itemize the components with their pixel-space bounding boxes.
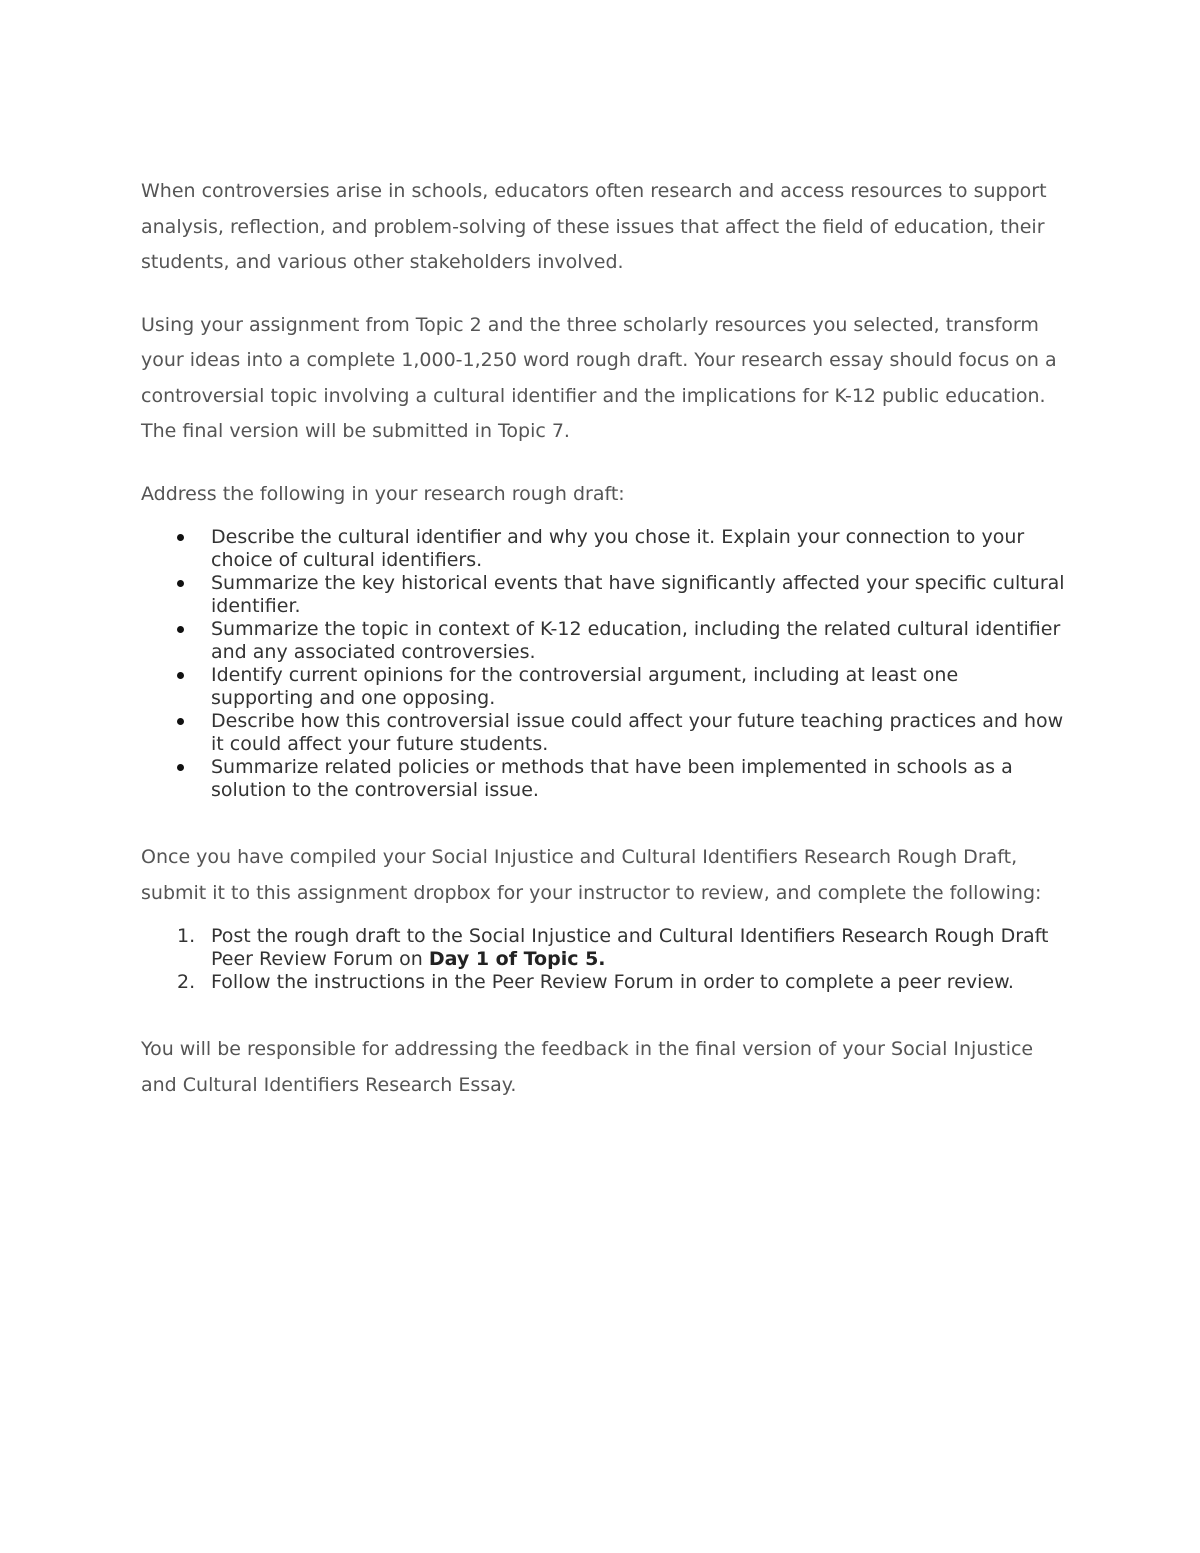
address-heading-paragraph: Address the following in your research rough draft: bbox=[141, 482, 625, 505]
list-item: Describe the cultural identifier and why you chose it. Explain your connection to your choice of cultural identifiers. bbox=[141, 526, 1066, 572]
step-emphasis: Day 1 of Topic 5. bbox=[428, 948, 606, 970]
list-item bbox=[141, 971, 1066, 994]
requirements-bullet-list bbox=[141, 526, 1066, 802]
step-text: Post the rough draft to the Social Injustice and Cultural Identifiers Research Rough Draft Peer Review Forum on bbox=[211, 925, 1049, 970]
step-text: Follow the instructions in the Peer Review Forum in order to complete a peer review. bbox=[211, 971, 1014, 993]
closing-paragraph: You will be responsible for addressing the feedback in the final version of your Social Injustice and Cultural Identifiers Research Essay. bbox=[141, 1038, 1034, 1096]
list-item: Identify current opinions for the controversial argument, including at least one supporting and one opposing. bbox=[141, 664, 1066, 710]
list-item: Summarize related policies or methods that have been implemented in schools as a solution to the controversial issue. bbox=[141, 756, 1066, 802]
assignment-paragraph: Using your assignment from Topic 2 and the three scholarly resources you selected, transform your ideas into a complete 1,000-1,250 word rough draft. Your research essay should focus on a controversial topic involving a cultural identifier and the implications for K-12 public education. The final version will be submitted in Topic 7. bbox=[141, 313, 1057, 442]
list-item bbox=[141, 925, 1066, 971]
list-item: Describe how this controversial issue could affect your future teaching practices and how it could affect your future students. bbox=[141, 710, 1066, 756]
document-body bbox=[141, 174, 1066, 1103]
submission-paragraph: Once you have compiled your Social Injustice and Cultural Identifiers Research Rough Draft, submit it to this assignment dropbox for your instructor to review, and complete the following: bbox=[141, 846, 1042, 904]
step-number: 1. bbox=[177, 925, 196, 947]
list-item: Summarize the key historical events that have significantly affected your specific cultural identifier. bbox=[141, 572, 1066, 618]
intro-paragraph: When controversies arise in schools, educators often research and access resources to support analysis, reflection, and problem-solving of these issues that affect the field of education, their students, and various other stakeholders involved. bbox=[141, 180, 1047, 273]
list-item: Summarize the topic in context of K-12 education, including the related cultural identifier and any associated controversies. bbox=[141, 618, 1066, 664]
step-number: 2. bbox=[177, 971, 196, 993]
steps-numbered-list bbox=[141, 925, 1066, 994]
